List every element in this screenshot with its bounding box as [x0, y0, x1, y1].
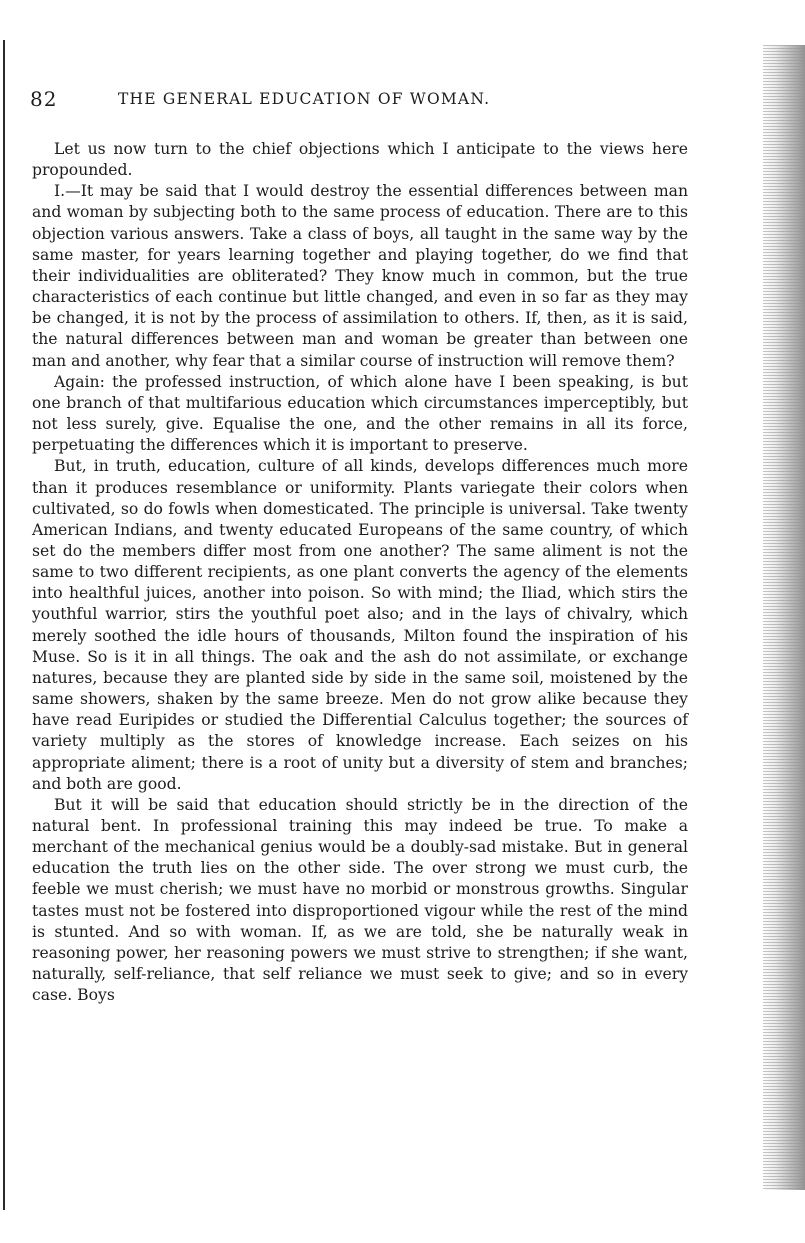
paragraph-professed-instruction: Again: the professed instruction, of which alone have I been speaking, is but one branch of that multifarious education which circumstances imperceptibly, but not less surely, give. Equalise the one, and the other remains in all its force, perpetuating the differences which it is important to preserve.	[32, 372, 688, 455]
paragraph-objection-one: I.—It may be said that I would destroy the essential differences between man and woman by subjecting both to the same process of education. There are to this objection various answers. Take a class of boys, all taught in the same way by the same master, for years learning together and playing together, do we find that their individualities are obliterated? They know much in common, but the true characteristics of each continue but little changed, and even in so far as they may be changed, it is not by the process of assimilation to others. If, then, as it is said, the natural differences between man and woman be greater than between one man and another, why fear that a similar course of instruction will remove them?	[32, 182, 688, 370]
body-text	[32, 139, 688, 1006]
page-header	[30, 87, 730, 113]
running-head: THE GENERAL EDUCATION OF WOMAN.	[118, 90, 491, 108]
paragraph-culture-differences: But, in truth, education, culture of all kinds, develops differences much more than it produces resemblance or uniformity. Plants variegate their colors when cultivated, so do fowls when domesticated. The principle is universal. Take twenty American Indians, and twenty educated Europeans of the same country, of which set do the members differ most from one another? The same aliment is not the same to two different recipients, as one plant converts the agency of the elements into healthful juices, another into poison. So with mind; the Iliad, which stirs the youthful warrior, stirs the youthful poet also; and in the lays of chivalry, which merely soothed the idle hours of thousands, Milton found the inspiration of his Muse. So is it in all things. The oak and the ash do not assimilate, or exchange natures, because they are planted side by side in the same soil, moistened by the same showers, shaken by the same breeze. Men do not grow alike because they have read Euripides or studied the Differential Calculus together; the sources of variety multiply as the stores of knowledge increase. Each seizes on his appropriate aliment; there is a root of unity but a diversity of stem and branches; and both are good.	[32, 457, 688, 793]
paragraph-objections-intro: Let us now turn to the chief objections which I anticipate to the views here propounded.	[32, 140, 688, 180]
paragraph-natural-bent: But it will be said that education should strictly be in the direction of the natural bent. In professional training this may indeed be true. To make a merchant of the mechanical genius would be a doubly-sad mistake. But in general education the truth lies on the other side. The over strong we must curb, the feeble we must cherish; we must have no morbid or monstrous growths. Singular tastes must not be fostered into disproportioned vigour while the rest of the mind is stunted. And so with woman. If, as we are told, she be naturally weak in reasoning power, her reasoning powers we must strive to strengthen; if she want, naturally, self-reliance, that self reliance we must seek to give; and so in every case. Boys	[32, 795, 688, 1005]
page-left-edge	[3, 40, 5, 1210]
page-binding-edge	[763, 45, 805, 1190]
page-number: 82	[30, 87, 58, 111]
